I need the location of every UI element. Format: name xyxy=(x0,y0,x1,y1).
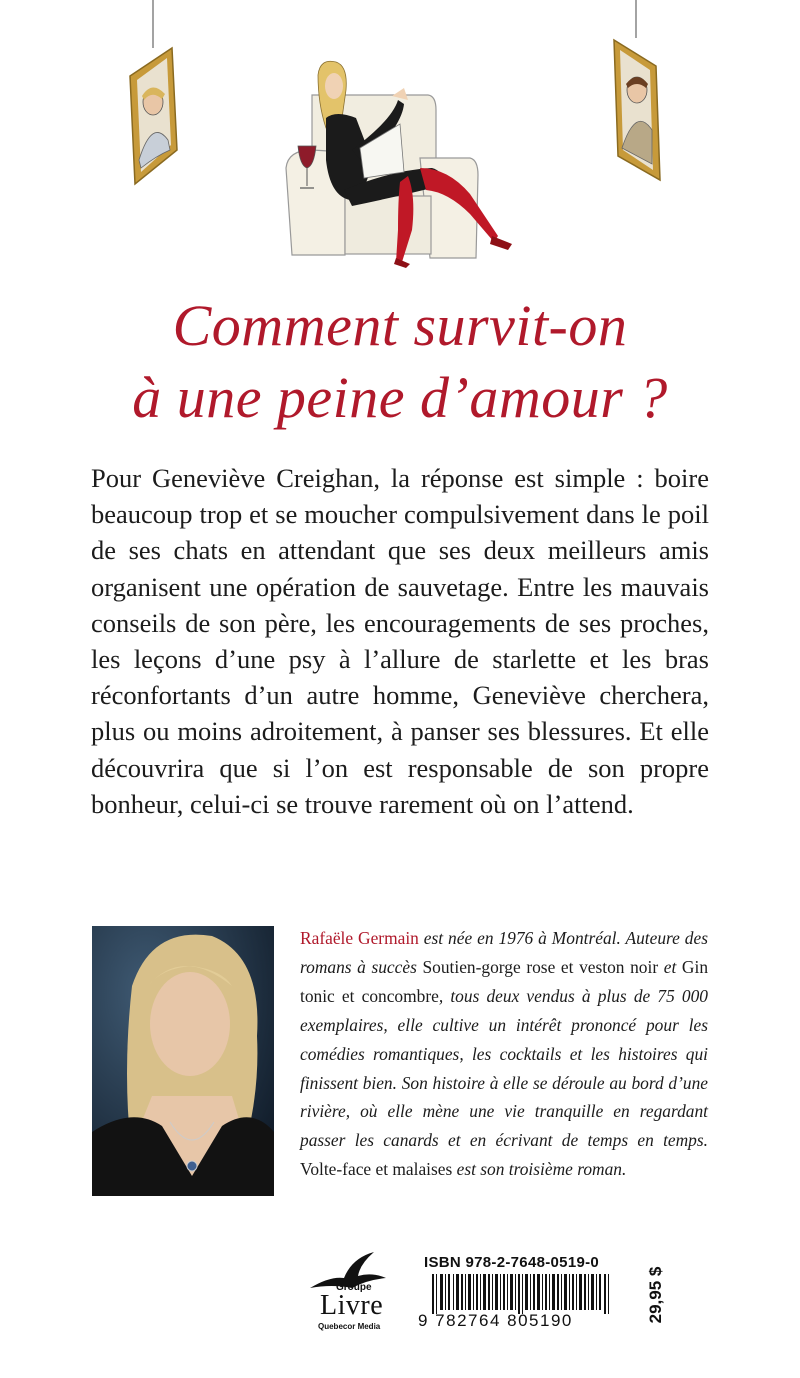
price-label xyxy=(641,1262,671,1328)
bio-text-2: et xyxy=(658,956,682,977)
right-portrait-frame xyxy=(614,0,660,180)
isbn-label: ISBN 978-2-7648-0519-0 xyxy=(424,1254,600,1271)
tagline-line-2: à une peine d’amour ? xyxy=(132,365,668,430)
bio-book-1: Soutien-gorge rose et veston noir xyxy=(422,956,659,977)
publisher-groupe: Groupe xyxy=(336,1282,372,1293)
barcode-digits: 9 782764 805190 xyxy=(418,1311,573,1330)
bio-book-3: Volte-face et malaises xyxy=(300,1159,453,1180)
book-summary: Pour Geneviève Creighan, la réponse est simple : boire beaucoup trop et se moucher compulsivement dans le poil de ses chats en attendant que ses deux meilleurs amis organisent une opération de sauvetage. Entre les mauvais conseils de son père, les encouragements de ses proches, les leçons d’une psy à l’allure de starlette et les bras réconfortants d’un autre homme, Geneviève cherchera, plus ou moins adroitement, à panser ses blessures. Et elle découvrira que si l’on est responsable de son propre bonheur, celui-ci se trouve rarement où on l’attend. xyxy=(91,463,709,819)
publisher-quebecor: Quebecor Media xyxy=(318,1322,381,1331)
bio-text-1: est née en 1976 à Montréal. Auteure des romans à succès xyxy=(300,928,708,977)
tagline-heading xyxy=(0,290,800,434)
isbn-block xyxy=(418,1254,626,1334)
publisher-logo xyxy=(300,1248,398,1336)
bio-book-2: Gin tonic et concombre xyxy=(300,956,709,1006)
bio-text-3: , tous deux vendus à plus de 75 000 exemplaires, elle cultive un intérêt prononcé pour les comédies romantiques, les cocktails et les histoires qui finissent bien. Son histoire à elle se déroule au bord d’une rivière, où elle mène une vie tranquille en regardant passer les canards et en écrivant de temps en temps. xyxy=(300,985,708,1151)
author-bio xyxy=(300,924,708,1184)
author-photo xyxy=(92,926,274,1196)
tagline-line-1: Comment survit-on xyxy=(172,293,628,358)
barcode xyxy=(418,1274,626,1314)
bio-text-4: est son troisième roman. xyxy=(452,1159,627,1180)
cover-illustration xyxy=(0,0,800,280)
price-text: 29,95 $ xyxy=(646,1266,665,1324)
left-portrait-frame xyxy=(130,0,177,184)
publisher-livre: Livre xyxy=(320,1290,384,1321)
author-name: Rafaële Germain xyxy=(300,928,419,948)
